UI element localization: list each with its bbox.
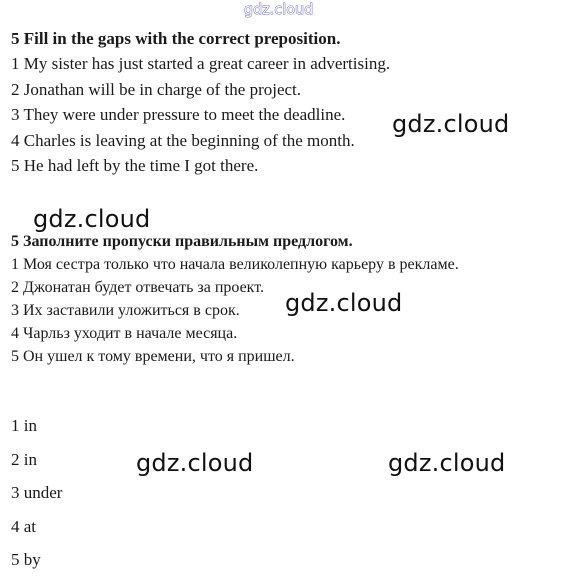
watermark-3: gdz.cloud xyxy=(285,289,403,317)
english-exercise xyxy=(11,26,561,179)
answer-list xyxy=(11,409,62,577)
answer-3: 3 under xyxy=(11,483,63,503)
top-watermark: gdz.cloud xyxy=(244,2,314,18)
answer-2: 2 in xyxy=(11,449,37,469)
english-item-3: 3 They were under pressure to meet the deadline. xyxy=(11,105,346,124)
answer-4: 4 at xyxy=(11,516,37,536)
english-heading: 5 Fill in the gaps with the correct preposition. xyxy=(11,29,341,48)
english-item-4: 4 Charles is leaving at the beginning of the month. xyxy=(11,130,355,150)
watermark-4: gdz.cloud xyxy=(136,449,254,477)
english-item-2: 2 Jonathan will be in charge of the project. xyxy=(11,79,302,99)
english-item-5: 5 He had left by the time I got there. xyxy=(11,156,259,175)
answer-1: 1 in xyxy=(11,416,37,435)
russian-item-4: 4 Чарльз уходит в начале месяца. xyxy=(11,325,238,342)
watermark-5: gdz.cloud xyxy=(388,449,506,477)
answer-5: 5 by xyxy=(11,550,41,570)
watermark-2: gdz.cloud xyxy=(33,205,151,233)
russian-item-2: 2 Джонатан будет отвечать за проект. xyxy=(11,279,265,296)
russian-item-1: 1 Моя сестра только что начала великолепную карьеру в рекламе. xyxy=(11,256,459,273)
russian-item-3: 3 Их заставили уложиться в срок. xyxy=(11,302,240,319)
watermark-1: gdz.cloud xyxy=(392,110,510,138)
english-item-1: 1 My sister has just started a great career in advertising. xyxy=(11,54,391,73)
russian-heading: 5 Заполните пропуски правильным предлогом. xyxy=(11,233,353,250)
russian-item-5: 5 Он ушел к тому времени, что я пришел. xyxy=(11,348,295,365)
